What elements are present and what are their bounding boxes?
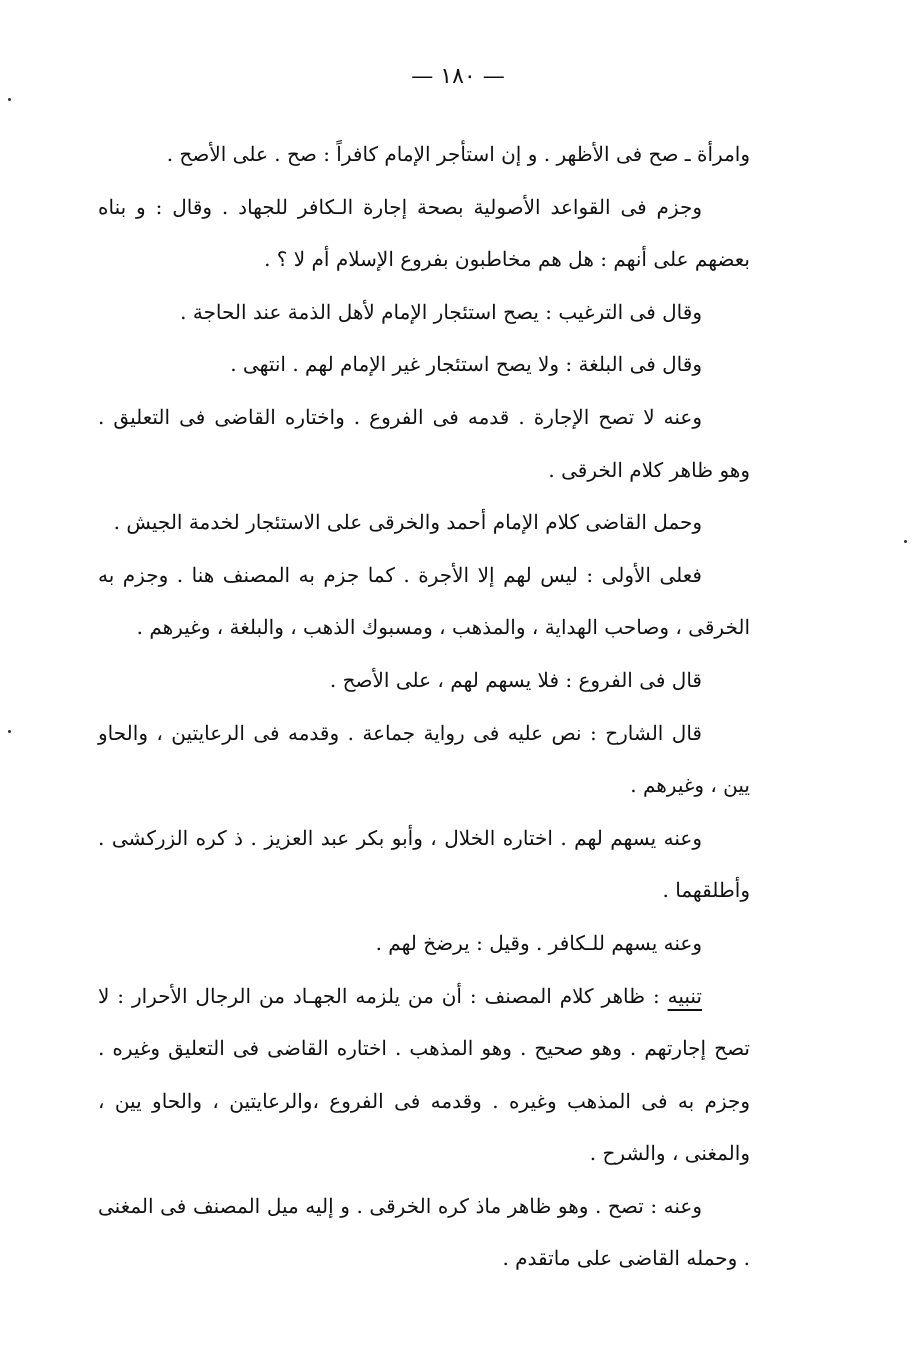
paragraph-note — [98, 970, 750, 1180]
paragraph: وامرأة ـ صح فى الأظهر . و إن استأجر الإمام كافراً : صح . على الأصح . — [166, 142, 750, 166]
page-number: — ١٨٠ — — [411, 64, 505, 89]
paragraph: وحمل القاضى كلام الإمام أحمد والخرقى على الاستئجار لخدمة الجيش . — [113, 510, 702, 535]
note-text: : ظاهر كلام المصنف : أن من يلزمه الجهـاد من الرجال الأحرار : لا تصح إجارتهم . وهو صحيح . وهو المذهب . اختاره القاضى فى التعليق وغيره . وجزم به فى المذهب وغيره . وقدمه فى الفروع ،والرعايتين ، والحاو يين ، والمغنى ، والشرح . — [98, 983, 750, 1166]
scan-mark — [8, 98, 11, 101]
body-text — [98, 128, 750, 1285]
paragraph: وجزم فى القواعد الأصولية بصحة إجارة الـكافر للجهاد . وقال : و بناه بعضهم على أنهم : هل هم مخاطبون بفروع الإسلام أم لا ؟ . — [98, 194, 750, 272]
page-number-header — [0, 62, 916, 92]
paragraph: وعنه : تصح . وهو ظاهر ماذ كره الخرقى . و إليه ميل المصنف فى المغنى . وحمله القاضى على ماتقدم . — [98, 1193, 750, 1271]
paragraph: وعنه يسهم لهم . اختاره الخلال ، وأبو بكر عبد العزيز . ذ كره الزركشى . وأطلقهما . — [98, 825, 750, 903]
paragraph: قال الشارح : نص عليه فى رواية جماعة . وقدمه فى الرعايتين ، والحاو يين ، وغيرهم . — [98, 720, 750, 798]
paragraph: وعنه يسهم للـكافر . وقيل : يرضخ لهم . — [375, 930, 702, 955]
paragraph: قال فى الفروع : فلا يسهم لهم ، على الأصح . — [329, 667, 702, 692]
paragraph: وقال فى الترغيب : يصح استئجار الإمام لأهل الذمة عند الحاجة . — [180, 299, 702, 324]
scan-mark — [904, 540, 907, 543]
note-heading: تنبيه — [667, 983, 702, 1008]
paragraph: فعلى الأولى : ليس لهم إلا الأجرة . كما جزم به المصنف هنا . وجزم به الخرقى ، وصاحب الهداية ، والمذهب ، ومسبوك الذهب ، والبلغة ، وغيرهم . — [98, 562, 750, 640]
paragraph: وقال فى البلغة : ولا يصح استئجار غير الإمام لهم . انتهى . — [230, 352, 702, 377]
paragraph: وعنه لا تصح الإجارة . قدمه فى الفروع . واختاره القاضى فى التعليق . وهو ظاهر كلام الخرقى . — [98, 404, 750, 482]
scan-mark — [8, 730, 11, 733]
